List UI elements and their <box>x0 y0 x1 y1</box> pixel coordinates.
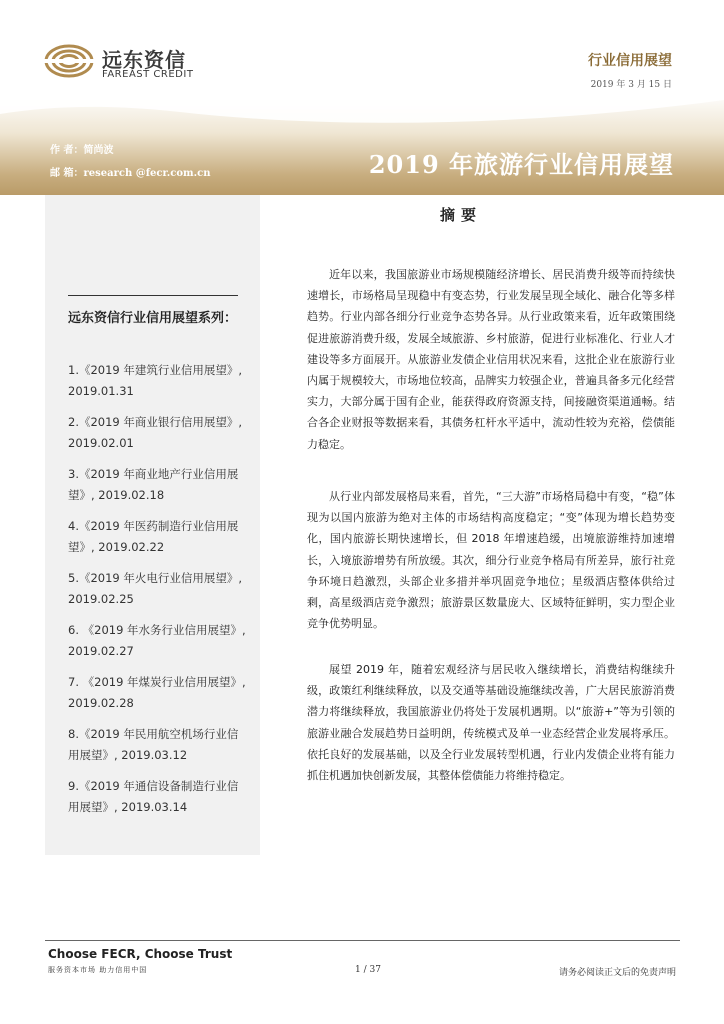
abstract-paragraph: 从行业内部发展格局来看，首先，“三大游”市场格局稳中有变，“稳”体现为以国内旅游为绝对主体的市场结构高度稳定；“变”体现为增长趋势变化，国内旅游长期快速增长，但 2018 年增速趋缓，出境旅游维持加速增长，入境旅游增势有所放缓。其次，细分行业竞争格局有所差异，旅行社竞争环境日趋激烈，头部企业多措并举巩固竞争地位；星级酒店整体供给过剩，高星级酒店竞争激烈；旅游景区数量庞大、区域特征鲜明，实力型企业竞争优势明显。 <box>307 490 675 631</box>
series-item: 9.《2019 年通信设备制造行业信用展望》, 2019.03.14 <box>68 779 239 814</box>
abstract-paragraph: 展望 2019 年，随着宏观经济与居民收入继续增长，消费结构继续升级，政策红利继续释放，以及交通等基础设施继续改善，广大居民旅游消费潜力将继续释放，我国旅游业仍将处于发展机遇期。以“旅游+”等为引领的旅游业融合发展趋势日益明朗，传统模式及单一业态经营企业发展将承压。依托良好的发展基础，以及全行业发展转型机遇，行业内发债企业将有能力抓住机遇加快创新发展，其整体偿债能力将维持稳定。 <box>307 663 675 783</box>
series-item: 1.《2019 年建筑行业信用展望》, 2019.01.31 <box>68 363 243 398</box>
series-item: 2.《2019 年商业银行信用展望》, 2019.02.01 <box>68 415 243 450</box>
report-type: 行业信用展望 <box>588 53 672 69</box>
footer-slogan-sub: 服务资本市场 助力信用中国 <box>48 966 148 974</box>
series-item: 7. 《2019 年煤炭行业信用展望》, 2019.02.28 <box>68 675 246 710</box>
logo-chinese-name: 远东资信 <box>102 48 186 72</box>
series-item: 3.《2019 年商业地产行业信用展望》, 2019.02.18 <box>68 467 239 502</box>
series-item: 6. 《2019 年水务行业信用展望》, 2019.02.27 <box>68 623 246 658</box>
report-date: 2019 年 3 月 15 日 <box>590 80 672 90</box>
footer-slogan: Choose FECR, Choose Trust <box>48 947 233 961</box>
series-item: 5.《2019 年火电行业信用展望》, 2019.02.25 <box>68 571 243 606</box>
company-logo <box>44 44 204 94</box>
abstract-paragraph: 近年以来，我国旅游业市场规模随经济增长、居民消费升级等而持续快速增长，市场格局呈现稳中有变态势，行业发展呈现全域化、融合化等多样趋势。行业内部各细分行业竞争态势各异。从行业政策来看，近年政策围绕促进旅游消费升级，发展全域旅游、乡村旅游，促进行业标准化、行业人才建设等多方面展开。从旅游业发债企业信用状况来看，这批企业在旅游行业内属于规模较大，市场地位较高，品牌实力较强企业，普遍具备多元化经营实力，大部分属于国有企业，能获得政府资源支持，间接融资渠道通畅。结合各企业财报等数据来看，其债务杠杆水平适中，流动性较为充裕，偿债能力稳定。 <box>307 268 675 451</box>
page-number: 1 / 37 <box>355 965 381 975</box>
author-line: 作 者：简尚波 <box>50 145 114 156</box>
series-list <box>68 360 246 828</box>
footer-divider <box>45 940 680 941</box>
series-item: 8.《2019 年民用航空机场行业信用展望》, 2019.03.12 <box>68 727 239 762</box>
email-line: 邮 箱：research @fecr.com.cn <box>50 168 211 179</box>
series-title: 远东资信行业信用展望系列： <box>68 311 238 326</box>
document-title: 2019 年旅游行业信用展望 <box>368 150 674 179</box>
abstract-heading: 摘要 <box>440 206 483 224</box>
band-wave-decoration <box>0 92 724 142</box>
footer-disclaimer: 请务必阅读正文后的免责声明 <box>558 968 676 978</box>
fareast-logo-icon <box>44 44 94 78</box>
sidebar-divider <box>68 295 238 296</box>
logo-english-name: FAREAST CREDIT <box>102 69 194 80</box>
series-item: 4.《2019 年医药制造行业信用展望》, 2019.02.22 <box>68 519 239 554</box>
